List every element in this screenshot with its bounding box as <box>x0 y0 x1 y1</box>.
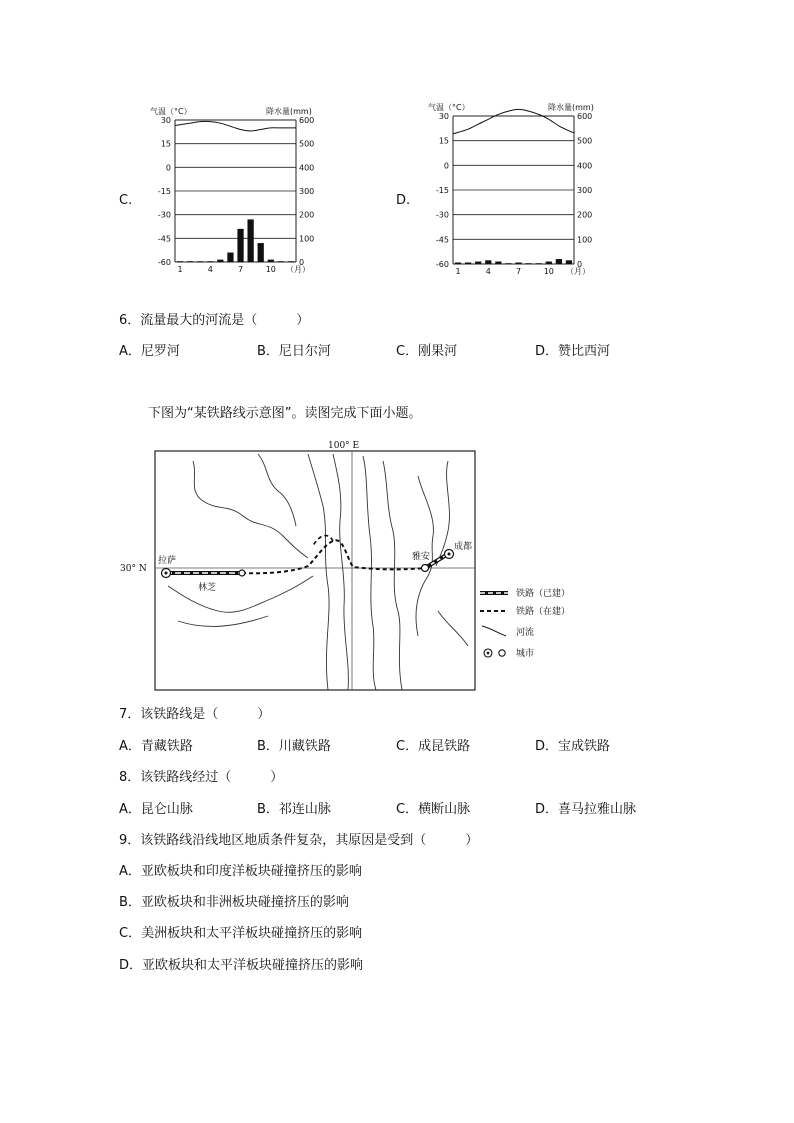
city-label-nyingchi: 林芝 <box>198 583 217 593</box>
temp-tick-label: -45 <box>157 234 171 244</box>
legend-city: 城市 <box>516 649 535 659</box>
precip-tick-label: 600 <box>577 112 593 121</box>
precip-axis-label: 降水量(mm) <box>548 103 594 112</box>
q8-option-b[interactable]: B．祁连山脉 <box>257 802 331 817</box>
q8-option-d[interactable]: D．喜马拉雅山脉 <box>535 802 637 817</box>
precipitation-bar <box>207 261 213 262</box>
month-tick-label: 7 <box>237 265 244 274</box>
month-unit: （月） <box>286 265 310 274</box>
q9-stem: 9．该铁路线沿线地区地质条件复杂，其原因是受到（ ） <box>119 833 479 848</box>
river <box>178 616 268 626</box>
precip-tick-label: 0 <box>299 258 305 267</box>
precipitation-bar <box>515 263 521 265</box>
precip-tick-label: 300 <box>577 186 593 195</box>
legend-under-construction: 铁路（在建） <box>516 607 571 617</box>
precipitation-bar <box>177 261 183 262</box>
chart-c-option-label: C. <box>119 193 133 208</box>
precipitation-bar <box>268 260 274 262</box>
precipitation-bar <box>197 261 203 262</box>
city-dot <box>448 553 451 556</box>
precip-tick-label: 600 <box>299 116 315 125</box>
precipitation-bar <box>187 261 193 262</box>
q9-option-b[interactable]: B．亚欧板块和非洲板块碰撞挤压的影响 <box>119 895 349 910</box>
precip-tick-label: 500 <box>299 139 315 149</box>
q6-option-d[interactable]: D．赞比西河 <box>535 344 611 359</box>
q7-option-a[interactable]: A．青藏铁路 <box>119 739 193 754</box>
railway-branch <box>313 536 333 546</box>
precipitation-bar <box>495 262 501 264</box>
railway-map <box>118 436 598 698</box>
temp-axis-label: 气温（°C） <box>428 103 470 112</box>
river <box>193 461 308 558</box>
river <box>383 461 402 690</box>
q9-option-a[interactable]: A．亚欧板块和印度洋板块碰撞挤压的影响 <box>119 864 362 879</box>
q9-option-c[interactable]: C．美洲板块和太平洋板块碰撞挤压的影响 <box>119 926 363 941</box>
precipitation-bar <box>227 253 233 262</box>
river <box>333 454 348 690</box>
map-legend <box>480 587 570 659</box>
temp-tick-label: -15 <box>435 186 449 195</box>
legend-built: 铁路（已建） <box>516 589 571 599</box>
city-label-yaan: 雅安 <box>412 552 431 562</box>
chart-d-option-label: D. <box>396 193 411 208</box>
temp-tick-label: 30 <box>160 116 171 125</box>
q7-stem: 7．该铁路线是（ ） <box>119 707 271 722</box>
precip-tick-label: 400 <box>577 161 593 171</box>
month-tick-label: 1 <box>455 267 461 276</box>
temp-tick-label: 15 <box>438 136 449 146</box>
temp-tick-label: -45 <box>435 235 449 245</box>
longitude-label: 100° E <box>328 441 360 451</box>
city-marker-yaan <box>422 565 429 572</box>
precipitation-bar <box>485 260 491 264</box>
month-tick-label: 10 <box>265 265 276 274</box>
precipitation-bar <box>465 263 471 265</box>
temp-tick-label: -30 <box>157 210 171 220</box>
precipitation-bar <box>278 261 284 262</box>
temp-tick-label: 0 <box>443 161 449 171</box>
precip-tick-label: 0 <box>577 260 583 269</box>
month-unit: （月） <box>566 267 590 276</box>
precipitation-bar <box>237 229 243 262</box>
q9-option-d[interactable]: D．亚欧板块和太平洋板块碰撞挤压的影响 <box>119 958 364 973</box>
precip-tick-label: 400 <box>299 163 315 173</box>
precip-tick-label: 300 <box>299 187 315 196</box>
precipitation-bar <box>536 263 542 264</box>
q8-option-a[interactable]: A．昆仑山脉 <box>119 802 193 817</box>
temp-tick-label: -15 <box>157 187 171 196</box>
q6-option-c[interactable]: C．刚果河 <box>396 344 458 359</box>
temp-tick-label: 15 <box>160 139 171 149</box>
temp-tick-label: -60 <box>157 258 171 267</box>
intro-text: 下图为“某铁路线示意图”。读图完成下面小题。 <box>148 406 422 421</box>
climate-chart-d <box>426 100 596 277</box>
q8-option-c[interactable]: C．横断山脉 <box>396 802 471 817</box>
precipitation-bar <box>505 263 511 264</box>
temp-tick-label: -60 <box>435 260 449 269</box>
climate-chart-c <box>148 104 318 276</box>
river <box>438 611 468 646</box>
precipitation-bar <box>247 219 253 262</box>
precip-tick-label: 500 <box>577 136 593 146</box>
precipitation-bar <box>525 263 531 264</box>
precipitation-bar <box>258 243 264 262</box>
temperature-curve <box>453 109 574 133</box>
city-marker-nyingchi <box>239 570 245 576</box>
month-tick-label: 4 <box>485 267 491 276</box>
city-label-chengdu: 成都 <box>454 542 473 552</box>
river <box>168 576 313 612</box>
month-tick-label: 7 <box>515 267 522 276</box>
q7-option-b[interactable]: B．川藏铁路 <box>257 739 331 754</box>
river <box>363 456 376 690</box>
q7-option-c[interactable]: C．成昆铁路 <box>396 739 471 754</box>
precip-axis-label: 降水量(mm) <box>266 107 312 116</box>
precip-tick-label: 200 <box>577 210 593 220</box>
precipitation-bar <box>455 263 461 265</box>
q6-stem: 6．流量最大的河流是（ ） <box>119 313 310 328</box>
precipitation-bar <box>566 260 572 264</box>
temp-tick-label: 30 <box>438 112 449 121</box>
river <box>258 454 296 526</box>
city-label-lhasa: 拉萨 <box>158 556 177 566</box>
month-tick-label: 10 <box>543 267 554 276</box>
city-dot <box>165 572 168 575</box>
temp-tick-label: -30 <box>435 210 449 220</box>
q6-option-a[interactable]: A．尼罗河 <box>119 344 180 359</box>
precipitation-bar <box>556 259 562 264</box>
temp-tick-label: 0 <box>165 163 171 173</box>
latitude-label: 30° N <box>120 564 147 574</box>
precipitation-bar <box>475 262 481 264</box>
precip-tick-label: 100 <box>299 234 315 244</box>
precip-tick-label: 200 <box>299 210 315 220</box>
river <box>308 454 329 690</box>
precipitation-bar <box>288 261 294 262</box>
precipitation-bar <box>546 262 552 264</box>
q6-option-b[interactable]: B．尼日尔河 <box>257 344 331 359</box>
q7-option-d[interactable]: D．宝成铁路 <box>535 739 611 754</box>
month-tick-label: 4 <box>207 265 213 274</box>
temperature-curve <box>175 121 296 131</box>
temp-axis-label: 气温（°C） <box>150 107 192 116</box>
legend-river: 河流 <box>516 628 535 638</box>
precipitation-bar <box>217 260 223 262</box>
month-tick-label: 1 <box>177 265 183 274</box>
precip-tick-label: 100 <box>577 235 593 245</box>
q8-stem: 8．该铁路线经过（ ） <box>119 770 284 785</box>
